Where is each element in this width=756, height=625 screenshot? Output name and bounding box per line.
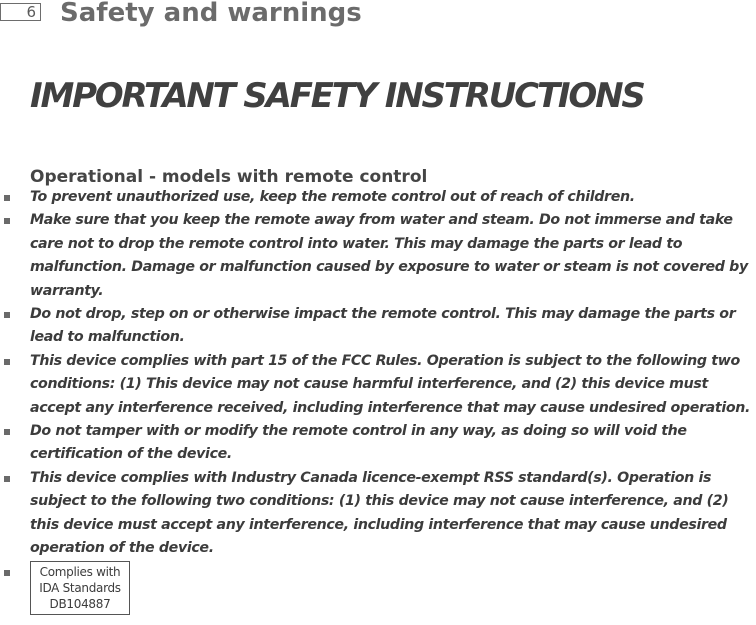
- badge-line-3: DB104887: [49, 596, 111, 611]
- bullet-text: Make sure that you keep the remote away from water and steam. Do not immerse and take care not to drop the remote control into water. This may damage the parts or lead to malfunction. Damage or malfunction caused by exposure to water or steam is not covered by warranty.: [30, 212, 748, 299]
- section-title: Safety and warnings: [60, 0, 362, 28]
- bullet-text: To prevent unauthorized use, keep the remote control out of reach of children.: [30, 189, 635, 205]
- bullet-item: [0, 303, 756, 350]
- sub-heading: Operational - models with remote control: [30, 167, 428, 187]
- badge-line-2: IDA Standards: [39, 580, 121, 595]
- badge-line-1: Complies with: [39, 564, 121, 579]
- bullet-square-icon: [4, 195, 10, 201]
- bullet-text: Do not drop, step on or otherwise impact the remote control. This may damage the parts or lead to malfunction.: [30, 306, 736, 346]
- bullet-text: This device complies with part 15 of the FCC Rules. Operation is subject to the following two conditions: (1) This device may not cause harmful interference, and (2) this device must accept any interference received, including interference that may cause undesired operation.: [30, 352, 751, 416]
- bullet-item: [0, 350, 756, 420]
- page-number-box: [0, 3, 41, 21]
- bullet-square-icon: [4, 312, 10, 318]
- bullet-text: Do not tamper with or modify the remote control in any way, as doing so will void the certification of the device.: [30, 423, 687, 463]
- bullet-item: [0, 467, 756, 561]
- page-number: 6: [26, 3, 36, 21]
- ida-compliance-badge: [30, 561, 130, 615]
- bullet-square-icon: [4, 429, 10, 435]
- bullet-square-icon: [4, 570, 10, 576]
- bullet-square-icon: [4, 359, 10, 365]
- bullet-item-compliance: [0, 561, 756, 625]
- bullet-item: [0, 186, 756, 209]
- bullet-square-icon: [4, 476, 10, 482]
- main-heading: IMPORTANT SAFETY INSTRUCTIONS: [30, 76, 644, 116]
- bullet-item: [0, 209, 756, 303]
- bullet-square-icon: [4, 218, 10, 224]
- bullet-text: This device complies with Industry Canada licence-exempt RSS standard(s). Operation is subject to the following two conditions: (1) this device may not cause interference, and (2) this device must accept any interference, including interference that may cause undesired operation of the device.: [30, 469, 729, 557]
- bullet-item: [0, 420, 756, 467]
- safety-bullet-list: [0, 186, 756, 625]
